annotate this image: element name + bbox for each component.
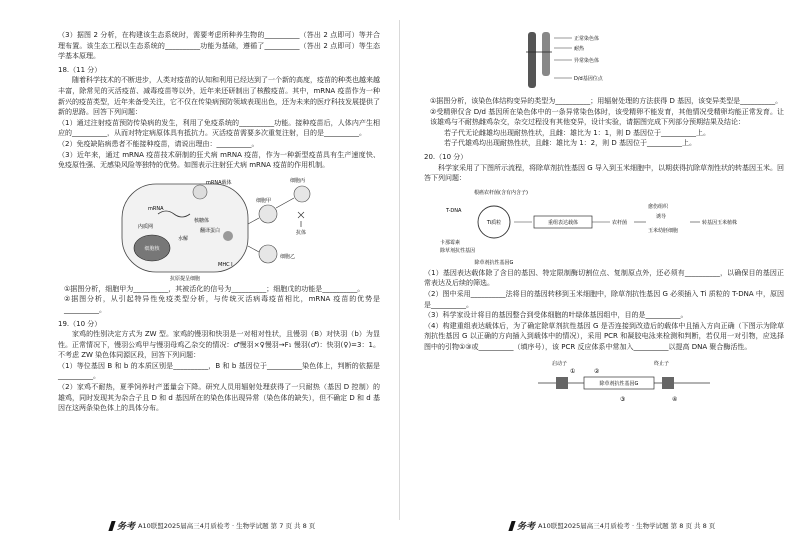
exam-page-8 [400,0,800,544]
page-7-footer-text: A10联盟2025届高三4月质检考 · 生物学试题 第 7 页 共 8 页 [138,522,316,530]
q20-part3: （3）科学家设计将目的基因整合到受体细胞的叶绿体基因组中，目的是__________。 [424,311,688,320]
q18-part3: （3）近年来，通过 mRNA 疫苗技术研制的狂犬病 mRNA 疫苗，作为一种新型疫苗具有生产速度快、免疫原性强、无感染风险等独特的优势。如图表示注射狂犬病 mRNA 疫苗的作用机制。 [58,150,380,170]
antigen-dot [223,231,233,241]
er-label: 内质网 [138,223,154,230]
primer-4-label: ④ [672,395,678,403]
corn-label: 玉米幼胚细胞 [648,227,679,234]
page-7-footer [110,519,315,532]
q19-intro: 家鸡的性别决定方式为 ZW 型。家鸡的慢羽和快羽是一对相对性状，且慢羽（B）对快羽（b）为显性。正常情况下，慢羽公鸡甲与慢羽母鸡乙杂交的情况：♂慢羽×♀慢羽→F₁ 慢羽(♂)：快羽(♀)=3：1。不考虑 ZW 染色体同源区段，回答下列问题： [58,330,380,360]
cell-c-label: 细胞丙 [290,177,306,184]
pcr-primer-diagram [534,357,714,409]
brand-logo-icon [108,521,115,531]
transgenic-flow-diagram [434,186,754,266]
transgenic-flow-figure [434,186,754,266]
q19-part2-c: 若子代无论雌雄均出现耐热性状，且雌：雄比为 1：1，则 D 基因位于__________上。 [444,128,710,137]
result-label: 转基因玉米植株 [702,219,738,226]
page-8-footer [510,519,715,532]
agro-label: 农杆菌 [612,219,628,226]
mrna-label: mRNA [148,205,164,212]
q20-part1: （1）基因表达载体除了含目的基因、特定限制酶切割位点、复制原点外，还必须有__________，以确保目的基因正常表达及后续的筛选。 [424,268,784,288]
q18-part2: （2）免疫缺陷病患者不能接种疫苗，请说出理由：__________。 [58,139,259,148]
plasmid-label: 根癌农杆菌(含有内含子) [474,189,528,196]
arrow-2 [248,246,259,252]
q20-part2: （2）图中采用__________法将目的基因转移到玉米细胞中，除草剂抗性基因 G 必须插入 Ti 质粒的 T-DNA 中，原因是__________。 [424,289,784,309]
mrna-vaccine-figure [118,174,318,282]
q18-part1: （1）通过注射疫苗预防传染病的发生，利用了免疫系统的__________功能。接种疫苗后，人体内产生相应的__________，从而对特定病原体具有抵抗力。灭活疫苗需要多次重复注射，目的是__________。 [58,118,380,138]
callus-label: 愈伤组织 [648,203,669,210]
primer-1-label: ① [570,367,576,375]
nucleus-label: 细胞核 [144,245,160,252]
pcr-primer-figure [534,357,714,409]
cell-c-shape [294,186,310,202]
abnormal-chromosome [542,32,550,76]
terminator-block [662,377,674,389]
antibody-icon [298,212,304,227]
primer-3-label: ③ [620,395,626,403]
q20-intro: 科学家采用了下图所示流程，将除草剂抗性基因 G 导入到玉米细胞中，以期获得抗除草剂性状的转基因玉米。回答下列问题： [424,163,784,183]
arrow-1 [248,218,259,224]
cell-b-shape [259,245,277,263]
cell-a-shape [259,205,277,223]
gene-g-label: 除草剂抗性基因G [599,380,639,387]
mhc-label: MHC I [218,261,233,268]
arrow-3 [276,198,294,208]
q18-part3-a: ①据图分析，细胞甲为__________，其被活化的信号为__________；细胞戊的功能是__________。 [64,284,365,293]
q20-heading: 20.（10 分） [424,152,468,161]
figure-caption: 抗原提呈细胞 [169,275,201,282]
hydrolase-label: 水解 [178,235,189,242]
q19-part2-b: ②受精卵仅含 D/d 基因所在染色体中的一条异常染色体时，该受精卵不能发育，其他情况受精卵均能正常发育。让该雄鸡与不耐热雌鸡杂交，杂交过程没有其他变异，设计实验，请据图完成下列部分预期结果及结论： [430,107,784,127]
q19-part1: （1）等位基因 B 和 b 的本质区别是__________，B 和 b 基因位于__________染色体上，判断的依据是__________。 [58,361,380,381]
brand-logo-icon-2 [508,521,515,531]
q17-part3: （3）据图 2 分析，在构建该生态系统时，需要考虑所种养生物的__________（答出 2 点即可）等并合理布置。该生态工程以生态系统的__________功能为基础，遵循了__________（答出 2 点即可）等生态学基本原理。 [58,31,380,61]
cell-a-label: 细胞甲 [256,197,272,204]
terminator-label: 终止子 [654,360,670,367]
q19-part2: （2）家鸡不耐热，夏季饲养时产蛋量会下降。研究人员用辐射处理获得了一只耐热（基因 D 控制）的雄鸡，同时发现其为杂合子且 D 和 d 基因所在的染色体出现异常（染色体的缺失），但不确定 D 和 d 基因在这两条染色体上的具体分布。 [58,383,380,413]
q20-part4: （4）构建重组表达载体后，为了确定除草剂抗性基因 G 是否连接到改造后的载体中且插入方向正确（下图示为除草剂抗性基因 G 以正确的方向插入到载体中的情况），采用 PCR 和凝胶电泳来检测和判断，若仅用一对引物，应选择图中的引物①③或__________（填序号），该 PCR 反应体系中常加入__________以提高 DNA 聚合酶活性。 [424,321,784,351]
cell-b-label: 细胞乙 [280,253,296,260]
chromosome-diagram [514,30,644,92]
antibody-label: 抗体 [296,229,307,236]
ribosome-label: 核糖体 [194,217,210,224]
tdna-label: T-DNA [446,207,462,214]
q18-part3-b: ②据图分析，从引起特异性免疫类型分析，与传统灭活病毒疫苗相比，mRNA 疫苗的优势是__________。 [64,295,380,314]
primer-2-label: ② [594,367,600,375]
vaccine-mechanism-diagram [118,174,318,282]
protein-label: 翻译蛋白 [200,227,221,234]
q19-part2-d: 若子代雄鸡均出现耐热性状，且雌：雄比为 1：2，则 D 基因位于__________上。 [444,139,696,148]
step-label: 诱导 [656,213,667,220]
q19-part2-a: ①据图分析，该染色体结构变异的类型为__________；用辐射处理的方法获得 D 基因，该变异类型是__________。 [430,97,783,105]
q18-intro: 随着科学技术的不断进步，人类对疫苗的认知和利用已经达到了一个新的高度，疫苗的种类也越来越丰富，除常见的灭活疫苗、减毒疫苗等以外，近年来还研制出了核酸疫苗。其中，mRNA 疫苗作为一种新兴的疫苗类型，近年来备受关注，它不仅在传染病预防领域表现出色，还为未来的医疗科技发展提供了新的思路。回答下列问题： [58,76,380,117]
gene-label: 除草剂抗性基因 [440,247,476,254]
abnormal-label: 异常染色体 [574,58,600,64]
q18-heading: 18.（11 分） [58,65,102,74]
q19-heading: 19.（10 分） [58,319,102,328]
lipid-label: mRNA载体 [206,179,232,186]
flow-caption: 除草剂抗性基因G [474,259,514,266]
page-8-footer-text: A10联盟2025届高三4月质检考 · 生物学试题 第 8 页 共 8 页 [538,522,716,530]
vector-label: 重组表达载体 [547,219,579,226]
chromosome-figure [514,30,644,92]
heat-label: 耐热 [574,46,585,52]
normal-label: 正常染色体 [574,36,600,42]
d-gene-label: D/d基因位点 [574,76,603,82]
lipid-particle [193,185,207,199]
brand-name-2: 务考 [517,522,536,532]
promoter-label: 启动子 [552,360,568,367]
normal-chromosome [528,32,536,88]
brand-name: 务考 [117,522,136,532]
promoter-block [556,377,568,389]
ti-label: Ti质粒 [486,219,502,226]
kana-label: 卡那霉素 [440,239,461,246]
